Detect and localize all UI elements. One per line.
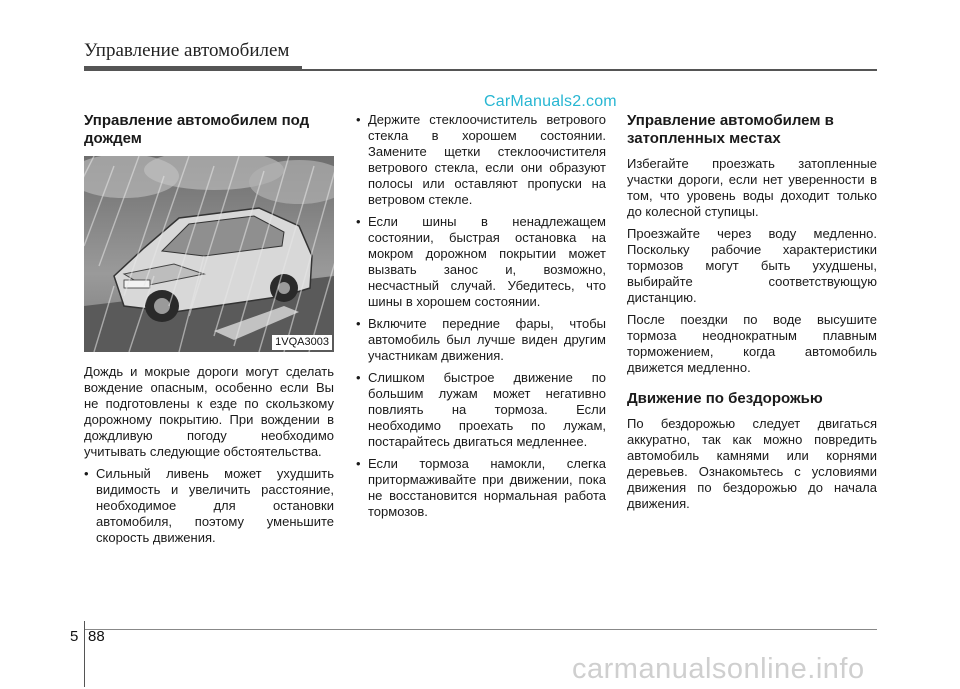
column-1 [84,112,334,552]
column-2 [356,112,606,526]
chapter-number: 5 [70,628,79,645]
section-heading-flooded: Управление автомобилем в затопленных местах [627,112,834,147]
list-item: • Слишком быстрое движение по большим лужам может негативно повлиять на тормоза. Если необходимо проехать по лужам, постарайтесь двигаться медленнее. [356,370,606,450]
list-item: • Если тормоза намокли, слегка притормаживайте при движении, пока не восстановится нормальная работа тормозов. [356,456,606,520]
rain-bullet-list [84,466,334,546]
list-item: • Сильный ливень может ухудшить видимость и увеличить расстояние, необходимое для остановки автомобиля, поэтому уменьшите скорость движения. [84,466,334,546]
column-3 [627,112,877,518]
flooded-paragraph: После поездки по воде высушите тормоза неоднократным плавным торможением, когда автомобиль движется медленно. [627,312,877,375]
rain-car-illustration [84,156,334,352]
list-item: • Если шины в ненадлежащем состоянии, быстрая остановка на мокром дорожном покрытии может вызвать занос и, возможно, несчастный случай. Убедитесь, что шины в хорошем состоянии. [356,214,606,310]
page-number: 88 [88,628,105,645]
list-item: • Включите передние фары, чтобы автомобиль был лучше виден другим участникам движения. [356,316,606,364]
watermark-bottom: carmanualsonline.info [572,653,865,685]
footer-divider [84,621,85,687]
footer-rule [84,629,877,630]
rain-tips-list [356,112,606,520]
offroad-paragraph: По бездорожью следует двигаться аккуратно, так как можно повредить автомобиль камнями или корнями деревьев. Ознакомьтесь с условиями движения по бездорожью до начала движения. [627,416,877,511]
header-title: Управление автомобилем [84,40,290,61]
section-heading-offroad: Движение по бездорожью [627,390,823,407]
car-in-rain-image [84,156,334,352]
header-rule [84,69,877,71]
watermark-top: CarManuals2.com [484,93,617,110]
section-heading-rain: Управление автомобилем под дождем [84,112,310,147]
flooded-paragraph: Избегайте проезжать затопленные участки дороги, если нет уверенности в том, что уровень воды доходит только до колесной ступицы. [627,156,877,219]
list-item: • Держите стеклоочиститель ветрового стекла в хорошем состоянии. Замените щетки стеклоочистителя ветрового стекла, если они образуют полосы или оставляют пропуски на ветровом стекле. [356,112,606,208]
rain-intro-paragraph: Дождь и мокрые дороги могут сделать вождение опасным, особенно если Вы не подготовлены к езде по скользкому дорожному покрытию. При вождении в дождливую погоду необходимо учитывать следующие обстоятельства. [84,364,334,459]
flooded-paragraph: Проезжайте через воду медленно. Поскольку рабочие характеристики тормозов могут быть ухудшены, выбирайте соответствующую дистанцию. [627,226,877,305]
figure-code-label: 1VQA3003 [272,335,332,350]
